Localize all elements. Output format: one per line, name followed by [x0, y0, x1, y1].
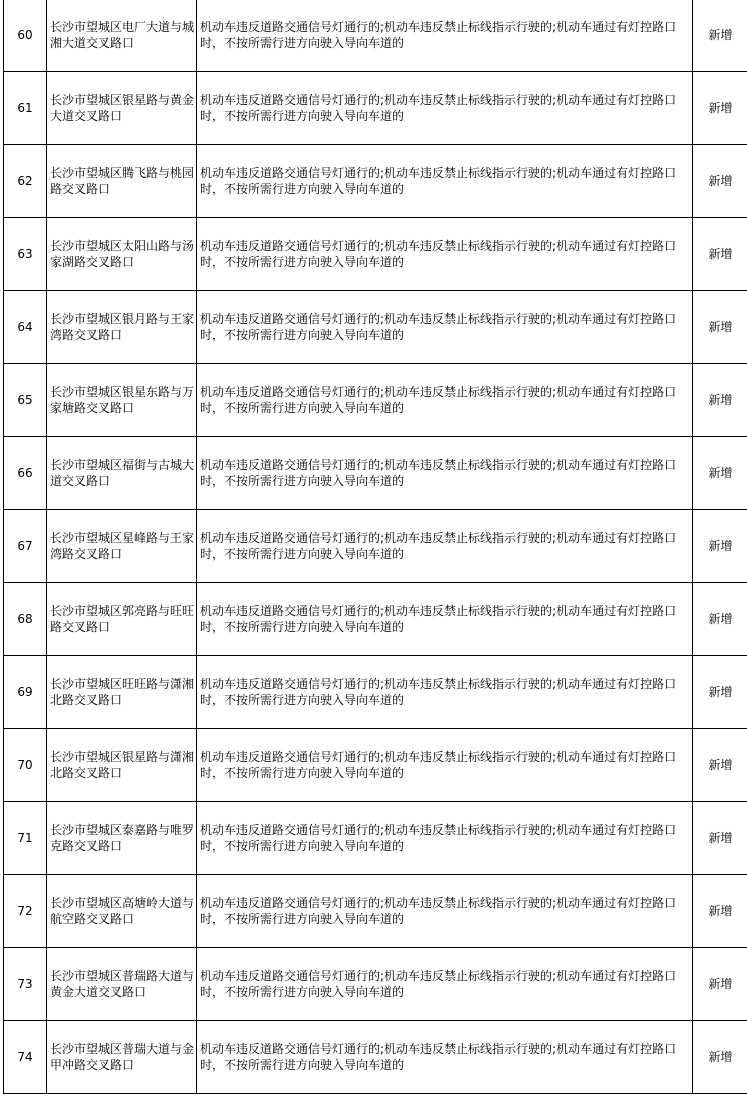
remark-cell	[693, 0, 747, 72]
row-number-cell	[4, 802, 47, 875]
table-row	[4, 1021, 747, 1094]
location-cell	[47, 218, 197, 291]
violation-type-text: 机动车违反道路交通信号灯通行的;机动车违反禁止标线指示行驶的;机动车通过有灯控路口时，不按所需行进方向驶入导向车道的	[200, 750, 677, 780]
location-text: 长沙市望城区郭亮路与旺旺路交叉路口	[50, 604, 195, 634]
violation-type-text: 机动车违反道路交通信号灯通行的;机动车违反禁止标线指示行驶的;机动车通过有灯控路口时，不按所需行进方向驶入导向车道的	[200, 1042, 677, 1072]
row-number-cell	[4, 656, 47, 729]
remark-cell	[693, 72, 747, 145]
location-text: 长沙市望城区太阳山路与汤家湖路交叉路口	[50, 239, 195, 269]
violation-type-text: 机动车违反道路交通信号灯通行的;机动车违反禁止标线指示行驶的;机动车通过有灯控路口时，不按所需行进方向驶入导向车道的	[200, 531, 677, 561]
row-number-cell	[4, 72, 47, 145]
violation-type-text: 机动车违反道路交通信号灯通行的;机动车违反禁止标线指示行驶的;机动车通过有灯控路口时，不按所需行进方向驶入导向车道的	[200, 385, 677, 415]
table-body	[4, 0, 747, 1094]
table-row	[4, 291, 747, 364]
remark-cell	[693, 510, 747, 583]
remark-cell	[693, 145, 747, 218]
location-text: 长沙市望城区腾飞路与桃园路交叉路口	[50, 166, 195, 196]
location-text: 长沙市望城区电厂大道与城湘大道交叉路口	[50, 20, 195, 50]
location-text: 长沙市望城区普瑞路大道与黄金大道交叉路口	[50, 969, 195, 999]
remark-text: 新增	[708, 320, 733, 334]
remark-text: 新增	[708, 904, 733, 918]
violation-type-text: 机动车违反道路交通信号灯通行的;机动车违反禁止标线指示行驶的;机动车通过有灯控路口时，不按所需行进方向驶入导向车道的	[200, 458, 677, 488]
remark-cell	[693, 875, 747, 948]
remark-text: 新增	[708, 685, 733, 699]
row-number-text: 70	[17, 758, 33, 772]
remark-text: 新增	[708, 977, 733, 991]
violation-type-text: 机动车违反道路交通信号灯通行的;机动车违反禁止标线指示行驶的;机动车通过有灯控路口时，不按所需行进方向驶入导向车道的	[200, 166, 677, 196]
row-number-cell	[4, 218, 47, 291]
table-row	[4, 875, 747, 948]
violation-type-cell	[197, 291, 693, 364]
violation-type-text: 机动车违反道路交通信号灯通行的;机动车违反禁止标线指示行驶的;机动车通过有灯控路口时，不按所需行进方向驶入导向车道的	[200, 969, 677, 999]
violation-type-cell	[197, 948, 693, 1021]
table-row	[4, 72, 747, 145]
remark-cell	[693, 437, 747, 510]
location-cell	[47, 656, 197, 729]
table-row	[4, 583, 747, 656]
location-cell	[47, 437, 197, 510]
remark-text: 新增	[708, 174, 733, 188]
table-row	[4, 948, 747, 1021]
location-text: 长沙市望城区银星路与黄金大道交叉路口	[50, 93, 195, 123]
remark-text: 新增	[708, 1050, 733, 1064]
violation-type-cell	[197, 583, 693, 656]
table-row	[4, 0, 747, 72]
row-number-text: 67	[17, 539, 33, 553]
location-cell	[47, 72, 197, 145]
remark-cell	[693, 364, 747, 437]
location-cell	[47, 364, 197, 437]
camera-location-table	[3, 0, 747, 1094]
row-number-cell	[4, 145, 47, 218]
location-text: 长沙市望城区高塘岭大道与航空路交叉路口	[50, 896, 195, 926]
location-cell	[47, 802, 197, 875]
violation-type-text: 机动车违反道路交通信号灯通行的;机动车违反禁止标线指示行驶的;机动车通过有灯控路口时，不按所需行进方向驶入导向车道的	[200, 20, 677, 50]
row-number-text: 64	[17, 320, 33, 334]
violation-type-cell	[197, 802, 693, 875]
remark-cell	[693, 291, 747, 364]
violation-type-text: 机动车违反道路交通信号灯通行的;机动车违反禁止标线指示行驶的;机动车通过有灯控路口时，不按所需行进方向驶入导向车道的	[200, 312, 677, 342]
row-number-cell	[4, 729, 47, 802]
location-cell	[47, 729, 197, 802]
violation-type-cell	[197, 510, 693, 583]
row-number-text: 72	[17, 904, 33, 918]
remark-text: 新增	[708, 831, 733, 845]
location-cell	[47, 0, 197, 72]
remark-cell	[693, 218, 747, 291]
table-row	[4, 802, 747, 875]
violation-type-cell	[197, 437, 693, 510]
location-cell	[47, 583, 197, 656]
row-number-cell	[4, 0, 47, 72]
row-number-text: 68	[17, 612, 33, 626]
remark-text: 新增	[708, 247, 733, 261]
row-number-text: 60	[17, 28, 33, 42]
remark-text: 新增	[708, 393, 733, 407]
row-number-cell	[4, 583, 47, 656]
table-row	[4, 729, 747, 802]
location-cell	[47, 948, 197, 1021]
table-row	[4, 510, 747, 583]
violation-type-text: 机动车违反道路交通信号灯通行的;机动车违反禁止标线指示行驶的;机动车通过有灯控路口时，不按所需行进方向驶入导向车道的	[200, 604, 677, 634]
remark-text: 新增	[708, 101, 733, 115]
row-number-cell	[4, 510, 47, 583]
violation-type-text: 机动车违反道路交通信号灯通行的;机动车违反禁止标线指示行驶的;机动车通过有灯控路口时，不按所需行进方向驶入导向车道的	[200, 896, 677, 926]
row-number-text: 65	[17, 393, 33, 407]
table-row	[4, 218, 747, 291]
table-row	[4, 364, 747, 437]
row-number-cell	[4, 291, 47, 364]
remark-text: 新增	[708, 612, 733, 626]
remark-cell	[693, 802, 747, 875]
table-row	[4, 145, 747, 218]
remark-text: 新增	[708, 539, 733, 553]
location-cell	[47, 291, 197, 364]
row-number-text: 74	[17, 1050, 33, 1064]
location-text: 长沙市望城区银月路与王家湾路交叉路口	[50, 312, 195, 342]
violation-type-cell	[197, 72, 693, 145]
row-number-text: 63	[17, 247, 33, 261]
violation-type-cell	[197, 218, 693, 291]
violation-type-cell	[197, 729, 693, 802]
remark-cell	[693, 1021, 747, 1094]
remark-text: 新增	[708, 758, 733, 772]
violation-type-text: 机动车违反道路交通信号灯通行的;机动车违反禁止标线指示行驶的;机动车通过有灯控路口时，不按所需行进方向驶入导向车道的	[200, 677, 677, 707]
location-cell	[47, 510, 197, 583]
violation-type-cell	[197, 875, 693, 948]
row-number-cell	[4, 364, 47, 437]
row-number-cell	[4, 1021, 47, 1094]
remark-cell	[693, 948, 747, 1021]
table-row	[4, 656, 747, 729]
location-text: 长沙市望城区福街与古城大道交叉路口	[50, 458, 195, 488]
remark-cell	[693, 583, 747, 656]
row-number-text: 71	[17, 831, 33, 845]
location-text: 长沙市望城区银星东路与万家塘路交叉路口	[50, 385, 195, 415]
table-row	[4, 437, 747, 510]
row-number-text: 73	[17, 977, 33, 991]
remark-text: 新增	[708, 466, 733, 480]
row-number-cell	[4, 875, 47, 948]
row-number-text: 69	[17, 685, 33, 699]
location-text: 长沙市望城区旺旺路与潇湘北路交叉路口	[50, 677, 195, 707]
remark-cell	[693, 729, 747, 802]
row-number-cell	[4, 437, 47, 510]
violation-type-text: 机动车违反道路交通信号灯通行的;机动车违反禁止标线指示行驶的;机动车通过有灯控路口时，不按所需行进方向驶入导向车道的	[200, 239, 677, 269]
location-text: 长沙市望城区星峰路与王家湾路交叉路口	[50, 531, 195, 561]
location-text: 长沙市望城区银星路与潇湘北路交叉路口	[50, 750, 195, 780]
violation-type-cell	[197, 1021, 693, 1094]
violation-type-text: 机动车违反道路交通信号灯通行的;机动车违反禁止标线指示行驶的;机动车通过有灯控路口时，不按所需行进方向驶入导向车道的	[200, 93, 677, 123]
violation-type-cell	[197, 656, 693, 729]
location-text: 长沙市望城区泰嘉路与唯罗克路交叉路口	[50, 823, 195, 853]
location-cell	[47, 145, 197, 218]
violation-type-text: 机动车违反道路交通信号灯通行的;机动车违反禁止标线指示行驶的;机动车通过有灯控路口时，不按所需行进方向驶入导向车道的	[200, 823, 677, 853]
row-number-cell	[4, 948, 47, 1021]
violation-type-cell	[197, 145, 693, 218]
location-text: 长沙市望城区普瑞大道与金甲冲路交叉路口	[50, 1042, 195, 1072]
row-number-text: 66	[17, 466, 33, 480]
location-cell	[47, 875, 197, 948]
location-cell	[47, 1021, 197, 1094]
violation-type-cell	[197, 0, 693, 72]
remark-text: 新增	[708, 28, 733, 42]
row-number-text: 61	[17, 101, 33, 115]
remark-cell	[693, 656, 747, 729]
violation-type-cell	[197, 364, 693, 437]
row-number-text: 62	[17, 174, 33, 188]
